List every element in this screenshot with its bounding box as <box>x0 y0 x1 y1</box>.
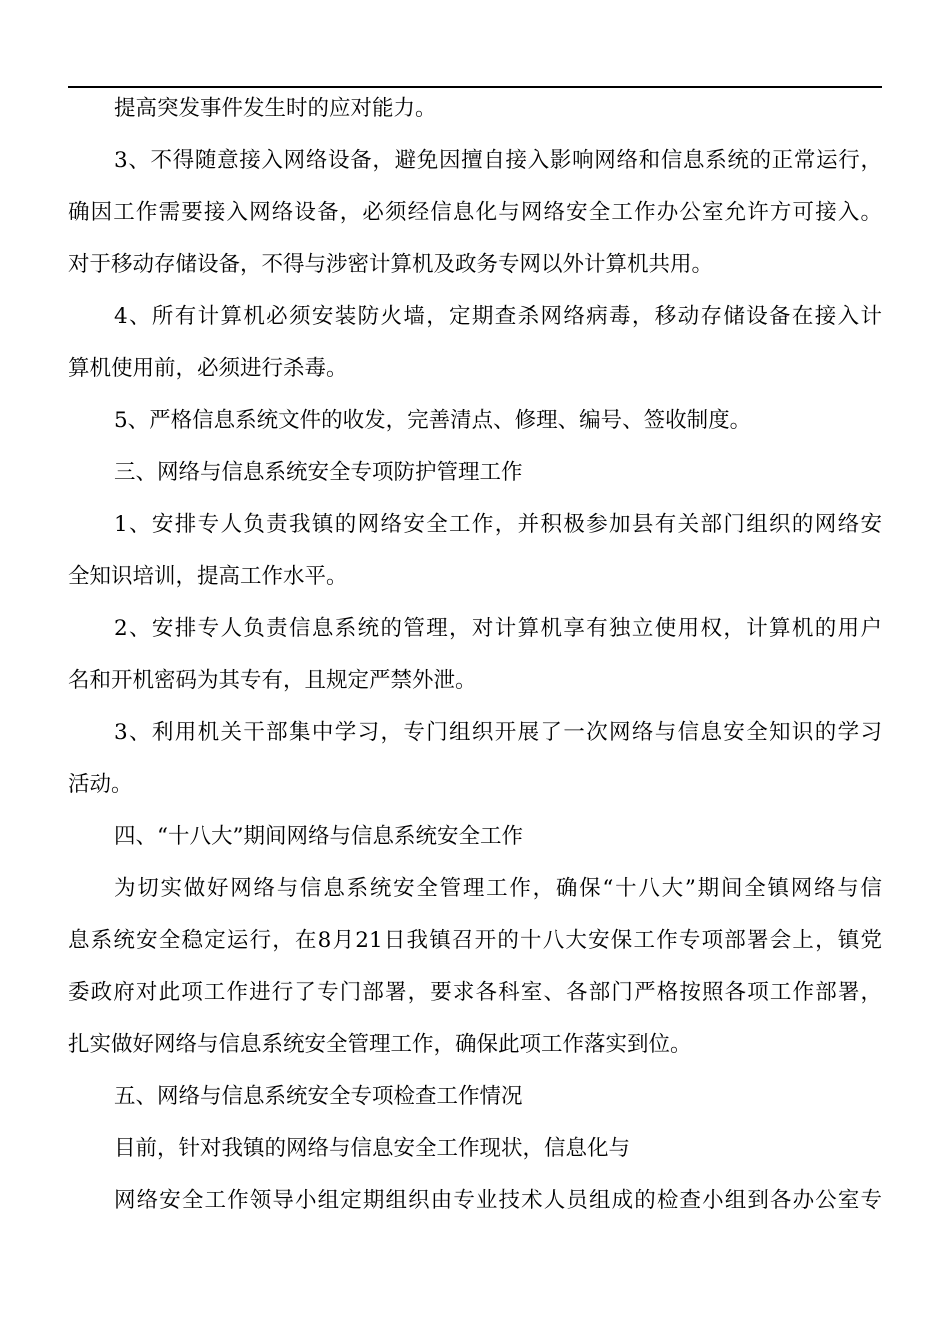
text-line-4: 对于移动存储设备，不得与涉密计算机及政务专网以外计算机共用。 <box>68 252 714 277</box>
text-line-22: 网络安全工作领导小组定期组织由专业技术人员组成的检查小组到各办公室专 <box>114 1188 882 1213</box>
text-line-6: 算机使用前，必须进行杀毒。 <box>68 356 348 381</box>
text-line-1: 提高突发事件发生时的应对能力。 <box>114 96 437 121</box>
text-line-16: 为切实做好网络与信息系统安全管理工作，确保“十八大”期间全镇网络与信 <box>114 876 882 901</box>
text-line-3: 确因工作需要接入网络设备，必须经信息化与网络安全工作办公室允许方可接入。 <box>68 200 882 225</box>
section-heading-3: 三、网络与信息系统安全专项防护管理工作 <box>114 460 523 485</box>
section-heading-4: 四、“十八大”期间网络与信息系统安全工作 <box>114 824 523 849</box>
section-heading-5: 五、网络与信息系统安全专项检查工作情况 <box>114 1084 523 1109</box>
text-line-17: 息系统安全稳定运行，在8月21日我镇召开的十八大安保工作专项部署会上，镇党 <box>68 928 882 953</box>
text-line-11: 2、安排专人负责信息系统的管理，对计算机享有独立使用权，计算机的用户 <box>114 616 882 641</box>
text-line-19: 扎实做好网络与信息系统安全管理工作，确保此项工作落实到位。 <box>68 1032 692 1057</box>
text-line-7: 5、严格信息系统文件的收发，完善清点、修理、编号、签收制度。 <box>114 408 752 433</box>
text-line-10: 全知识培训，提高工作水平。 <box>68 564 348 589</box>
text-line-21: 目前，针对我镇的网络与信息安全工作现状，信息化与 <box>114 1136 631 1161</box>
text-line-9: 1、安排专人负责我镇的网络安全工作，并积极参加县有关部门组织的网络安 <box>114 512 882 537</box>
text-line-18: 委政府对此项工作进行了专门部署，要求各科室、各部门严格按照各项工作部署， <box>68 980 882 1005</box>
text-line-12: 名和开机密码为其专有，且规定严禁外泄。 <box>68 668 477 693</box>
text-line-5: 4、所有计算机必须安装防火墙，定期查杀网络病毒，移动存储设备在接入计 <box>114 304 882 329</box>
text-line-14: 活动。 <box>68 772 133 797</box>
text-line-2: 3、不得随意接入网络设备，避免因擅自接入影响网络和信息系统的正常运行， <box>114 148 882 173</box>
header-rule <box>68 86 882 88</box>
text-line-13: 3、利用机关干部集中学习，专门组织开展了一次网络与信息安全知识的学习 <box>114 720 882 745</box>
